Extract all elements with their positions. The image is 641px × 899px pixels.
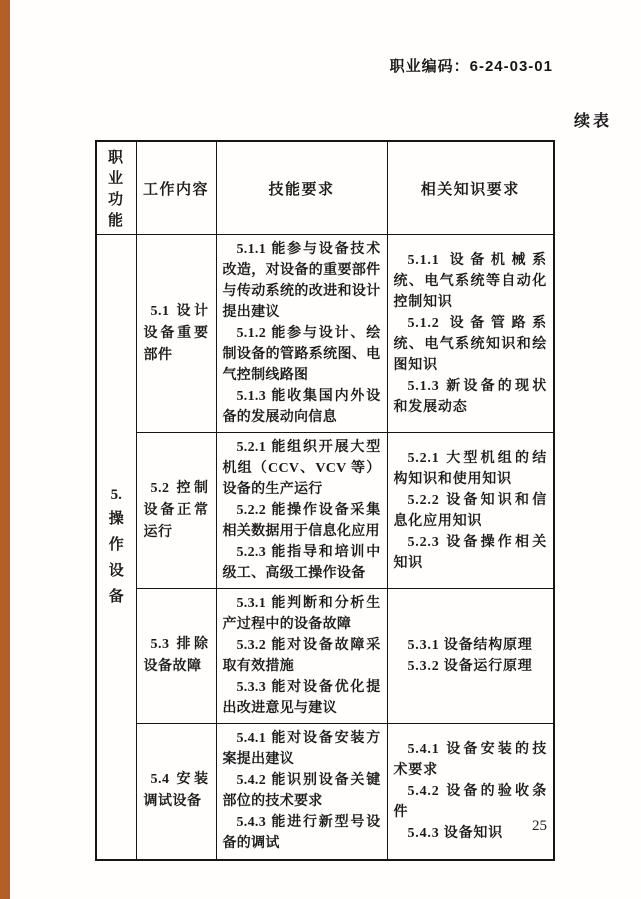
occupation-code-label: 职业编码：6-24-03-01 [389,58,553,75]
function-group-number: 5. [110,486,122,503]
knowledge-item: 5.2.3 设备操作相关知识 [393,534,547,571]
work-content-text: 5.3 排除设备故障 [143,637,209,674]
knowledge-cell-5-4 [387,724,554,860]
work-content-cell-5-3 [136,589,216,724]
work-content-text: 5.4 安装调试设备 [143,772,209,810]
knowledge-item: 5.3.1 设备结构原理 [407,638,533,653]
skill-item: 5.2.1 能组织开展大型机组（CCV、VCV 等）设备的生产运行 [222,440,381,497]
continued-table-label: 续表 [574,113,613,130]
page-number: 25 [532,818,547,834]
table-row-5-3 [96,589,554,724]
table-row-5-2 [96,433,554,589]
skill-item: 5.3.2 能对设备故障采取有效措施 [222,638,381,674]
skill-item: 5.4.1 能对设备安装方案提出建议 [222,731,381,768]
work-content-cell-5-1 [136,235,216,433]
skills-cell-5-3 [216,589,387,724]
skills-cell-5-1 [216,235,387,433]
knowledge-item: 5.2.1 大型机组的结构知识和使用知识 [393,450,547,487]
knowledge-item: 5.3.2 设备运行原理 [407,659,533,674]
occupational-standard-table [95,140,555,861]
skill-item: 5.4.2 能识别设备关键部位的技术要求 [222,773,381,810]
work-content-text: 5.1 设计设备重要部件 [143,303,209,363]
left-margin-stripe [0,0,10,899]
skill-item: 5.1.2 能参与设计、绘制设备的管路系统图、电气控制线路图 [222,326,381,383]
knowledge-item: 5.4.1 设备安装的技术要求 [393,741,547,778]
header-occupation-function: 职业功能 [96,141,136,235]
function-group-cell [96,235,136,860]
table-row-5-4 [96,724,554,860]
knowledge-item: 5.2.2 设备知识和信息化应用知识 [393,492,547,529]
skill-item: 5.4.3 能进行新型号设备的调试 [222,815,381,852]
knowledge-item: 5.4.2 设备的验收条件 [393,783,547,820]
skill-item: 5.3.3 能对设备优化提出改进意见与建议 [222,680,381,716]
skill-item: 5.2.3 能指导和培训中级工、高级工操作设备 [222,545,381,581]
skills-cell-5-2 [216,433,387,589]
skills-cell-5-4 [216,724,387,860]
skill-item: 5.3.1 能判断和分析生产过程中的设备故障 [222,596,381,632]
work-content-cell-5-4 [136,724,216,860]
skill-item: 5.2.2 能操作设备采集相关数据用于信息化应用 [222,503,381,539]
knowledge-cell-5-2 [387,433,554,589]
skill-item: 5.1.1 能参与设备技术改造，对设备的重要部件与传动系统的改进和设计提出建议 [222,242,381,320]
header-knowledge-requirements: 相关知识要求 [387,141,554,235]
table-header-row [96,141,554,235]
skill-item: 5.1.3 能收集国内外设备的发展动向信息 [222,389,381,425]
knowledge-item: 5.4.3 设备知识 [407,825,503,841]
knowledge-item: 5.1.3 新设备的现状和发展动态 [393,378,547,415]
function-group-name: 操作设备 [108,510,124,605]
knowledge-item: 5.1.2 设备管路系统、电气系统知识和绘图知识 [393,315,547,373]
header-skill-requirements: 技能要求 [216,141,387,235]
header-work-content: 工作内容 [136,141,216,235]
table-row-5-1 [96,235,554,433]
work-content-text: 5.2 控制设备正常运行 [143,480,209,540]
knowledge-cell-5-3 [387,589,554,724]
knowledge-item: 5.1.1 设备机械系统、电气系统等自动化控制知识 [393,252,547,310]
knowledge-cell-5-1 [387,235,554,433]
work-content-cell-5-2 [136,433,216,589]
